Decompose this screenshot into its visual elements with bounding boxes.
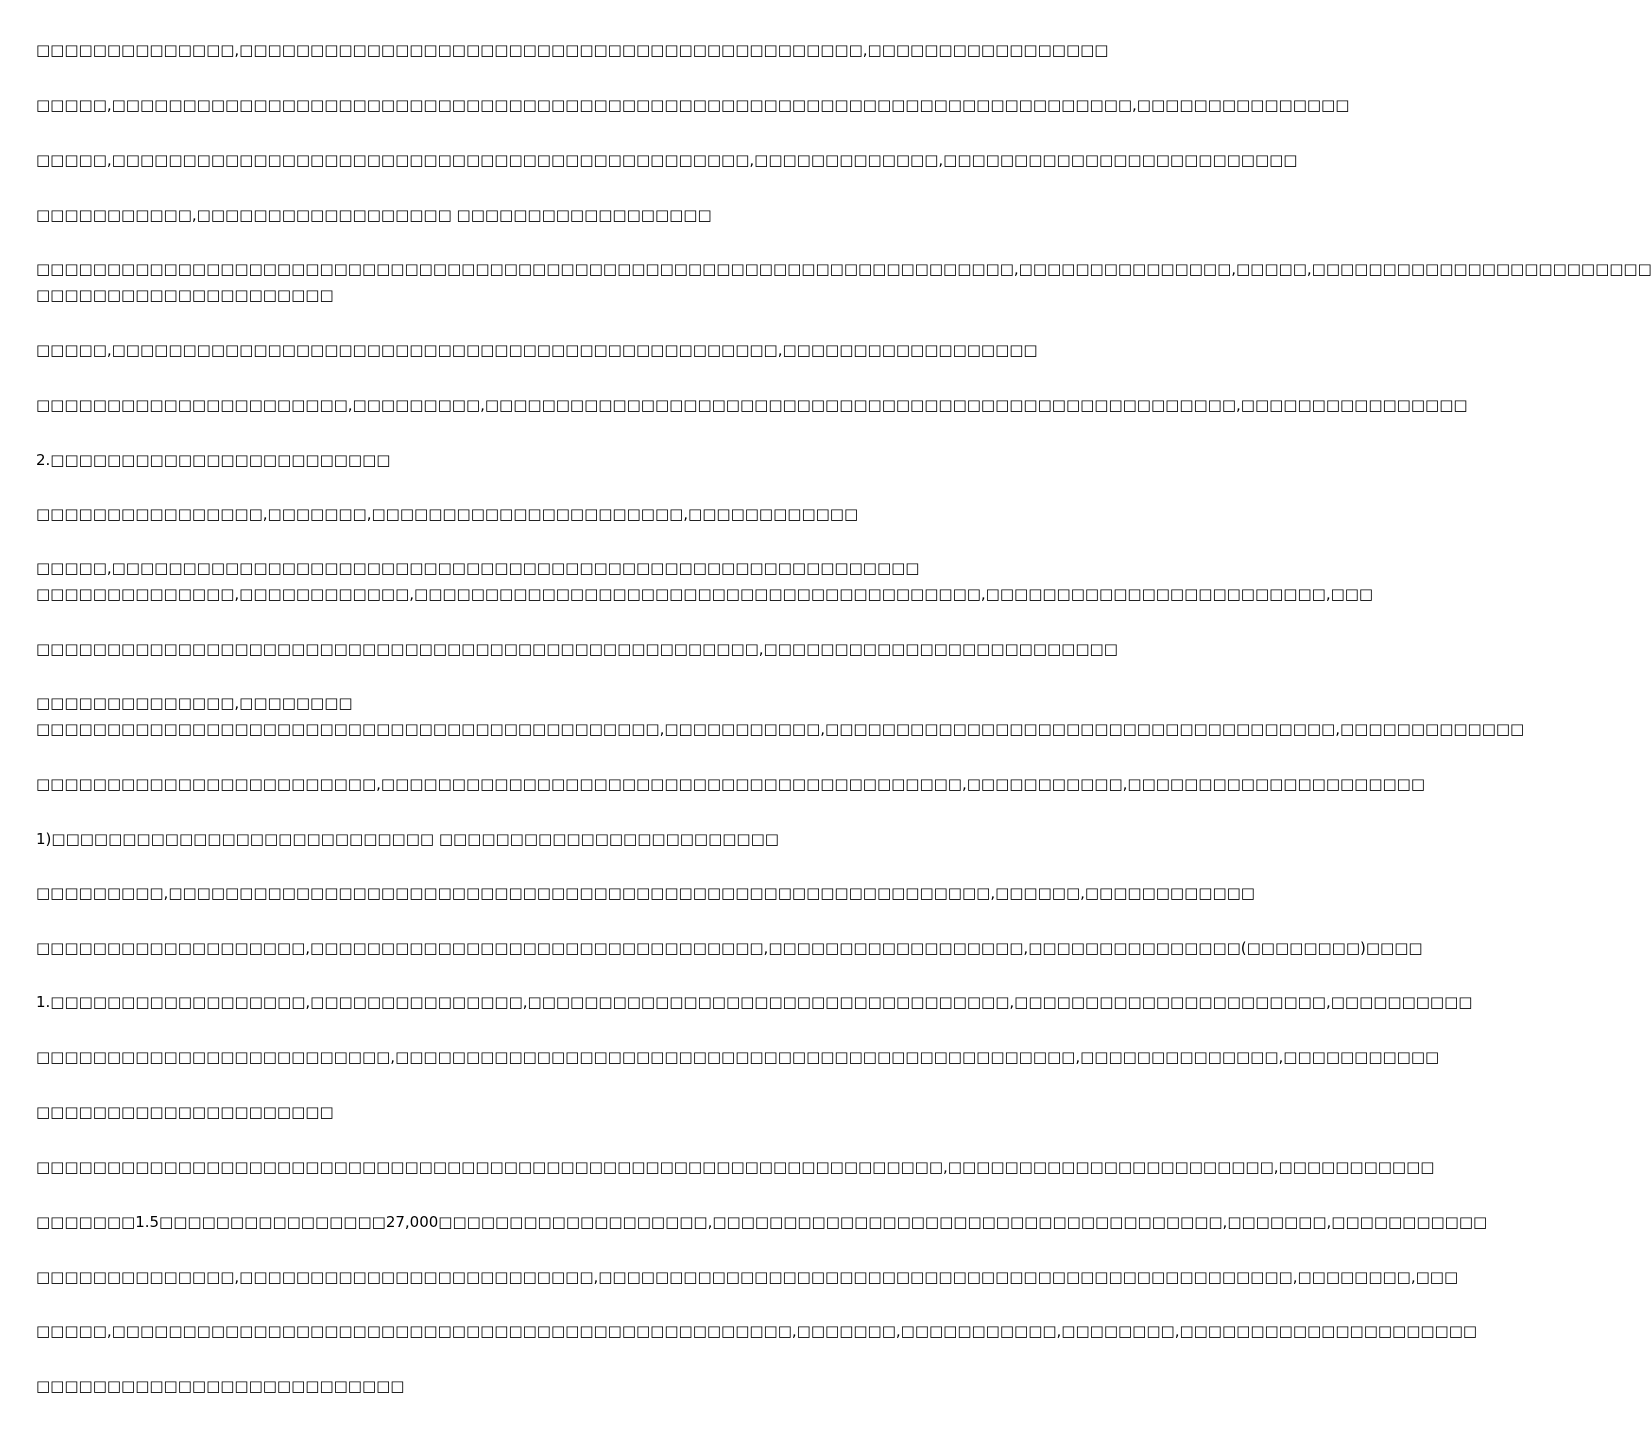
paragraph-line: □□□□□□□□□□□□□□□□□□□,□□□□□□□□□□□□□□□□□□□□□□□□□□□□□□□□,□□□□□□□□□□□□□□□□□□,□□□□□□□□□□□□□□□(□□□□□□□□)□□□□ [36, 939, 1423, 957]
paragraph-line: □□□□□,□□□□□□□□□□□□□□□□□□□□□□□□□□□□□□□□□□□□□□□□□□□□□□□□,□□□□□□□,□□□□□□□□□□□,□□□□□□□□,□□□□□□□□□□□□□□□□□□□□□ [36, 1322, 1478, 1340]
paragraph-line: □□□□□□□□□□□□□□□□□□□□□□□□□□ [36, 1377, 405, 1395]
paragraph-line: □□□□□□□□□□□□□□□□□□□□□□□□□□□□□□□□□□□□□□□□□□□□□□□□□□□□□□□□□□□□□□□□,□□□□□□□□□□□□□□□□□□□□□□□,□□□□□□□□□□□ [36, 1158, 1435, 1176]
paragraph-line: □□□□□□□□□□□□□□,□□□□□□□□□□□□□□□□□□□□□□□□□,□□□□□□□□□□□□□□□□□□□□□□□□□□□□□□□□□□□□□□□□□□□□□□□□□,□□□□□□□□,□□□ [36, 1268, 1459, 1286]
paragraph-line: □□□□□□□□□□□□□□□□,□□□□□□□,□□□□□□□□□□□□□□□□□□□□□□,□□□□□□□□□□□□ [36, 505, 859, 523]
paragraph-line: □□□□□□□□□□□□□□□□□□□□□□□□□□□□□□□□□□□□□□□□□□□□,□□□□□□□□□□□,□□□□□□□□□□□□□□□□□□□□□□□□□□□□□□□□□□□□,□□□□□□□□□□□□□ [36, 720, 1525, 738]
paragraph-line: □□□□□□□□□□□□□□,□□□□□□□□ [36, 694, 353, 712]
paragraph-line: □□□□□□□□□□□□□□,□□□□□□□□□□□□,□□□□□□□□□□□□□□□□□□□□□□□□□□□□□□□□□□□□□□□□,□□□□□□□□□□□□□□□□□□□□□□□□,□□□ [36, 585, 1374, 603]
section-heading: 2.□□□□□□□□□□□□□□□□□□□□□□□□ [36, 451, 391, 469]
paragraph-line: □□□□□,□□□□□□□□□□□□□□□□□□□□□□□□□□□□□□□□□□□□□□□□□□□□□□□,□□□□□□□□□□□□□□□□□□ [36, 341, 1038, 359]
paragraph-line: □□□□□□□□□□□□□□□□□□□□□ [36, 286, 334, 304]
paragraph-line: □□□□□□□□□□□□□□□□□□□□□□□□,□□□□□□□□□□□□□□□□□□□□□□□□□□□□□□□□□□□□□□□□□,□□□□□□□□□□□,□□□□□□□□□□□□□□□□□□□□□ [36, 775, 1426, 793]
paragraph-line: □□□□□□□□□□□□□□□□□□□□□□□□□□□□□□□□□□□□□□□□□□□□□□□□□□□,□□□□□□□□□□□□□□□□□□□□□□□□□ [36, 640, 1118, 658]
paragraph-line: □□□□□□□1.5□□□□□□□□□□□□□□□□27,000□□□□□□□□□□□□□□□□□□□,□□□□□□□□□□□□□□□□□□□□□□□□□□□□□□□□□□□□,□□□□□□□,□□□□□□□□□□□ [36, 1213, 1488, 1231]
paragraph-line: □□□□□□□□□□□□□□□□□□□□□ [36, 1103, 334, 1121]
paragraph-line: □□□□□□□□□□□□□□□□□□□□□□□□□□□□□□□□□□□□□□□□□□□□□□□□□□□□□□□□□□□□□□□□□□□□□,□□□□□□□□□□□□□□□,□□□□□,□□□□□□□□□□□□□□□□□□□□□□□□ [36, 260, 1652, 278]
paragraph-line: □□□□□□□□□□□□□□□□□□□□□□,□□□□□□□□□,□□□□□□□□□□□□□□□□□□□□□□□□□□□□□□□□□□□□□□□□□□□□□□□□□□□□□,□□□□□□□□□□□□□□□□ [36, 396, 1468, 414]
paragraph-line: □□□□□,□□□□□□□□□□□□□□□□□□□□□□□□□□□□□□□□□□□□□□□□□□□□□□□□□□□□□□□□□□□□□□□□□□□□□□□□,□□□□□□□□□□□□□□□ [36, 96, 1350, 114]
paragraph-line: □□□□□□□□□,□□□□□□□□□□□□□□□□□□□□□□□□□□□□□□□□□□□□□□□□□□□□□□□□□□□□□□□□□□,□□□□□□,□□□□□□□□□□□□ [36, 884, 1255, 902]
paragraph-line: □□□□□,□□□□□□□□□□□□□□□□□□□□□□□□□□□□□□□□□□□□□□□□□□□□□,□□□□□□□□□□□□□,□□□□□□□□□□□□□□□□□□□□□□□□□ [36, 151, 1298, 169]
paragraph-line: □□□□□□□□□□□□□□,□□□□□□□□□□□□□□□□□□□□□□□□□□□□□□□□□□□□□□□□□□□□,□□□□□□□□□□□□□□□□□ [36, 41, 1109, 59]
paragraph-line: 1.□□□□□□□□□□□□□□□□□□,□□□□□□□□□□□□□□□,□□□□□□□□□□□□□□□□□□□□□□□□□□□□□□□□□□,□□□□□□□□□□□□□□□□□□□□□□,□□□□□□□□□□ [36, 993, 1473, 1011]
paragraph-line: □□□□□,□□□□□□□□□□□□□□□□□□□□□□□□□□□□□□□□□□□□□□□□□□□□□□□□□□□□□□□□□ [36, 559, 920, 577]
paragraph-line: □□□□□□□□□□□,□□□□□□□□□□□□□□□□□□ □□□□□□□□□□□□□□□□□□ [36, 206, 712, 224]
section-heading: 1)□□□□□□□□□□□□□□□□□□□□□□□□□□□ □□□□□□□□□□□□□□□□□□□□□□□□ [36, 830, 779, 848]
paragraph-line: □□□□□□□□□□□□□□□□□□□□□□□□□,□□□□□□□□□□□□□□□□□□□□□□□□□□□□□□□□□□□□□□□□□□□□□□□□,□□□□□□□□□□□□□□,□□□□□□□□□□□ [36, 1048, 1440, 1066]
